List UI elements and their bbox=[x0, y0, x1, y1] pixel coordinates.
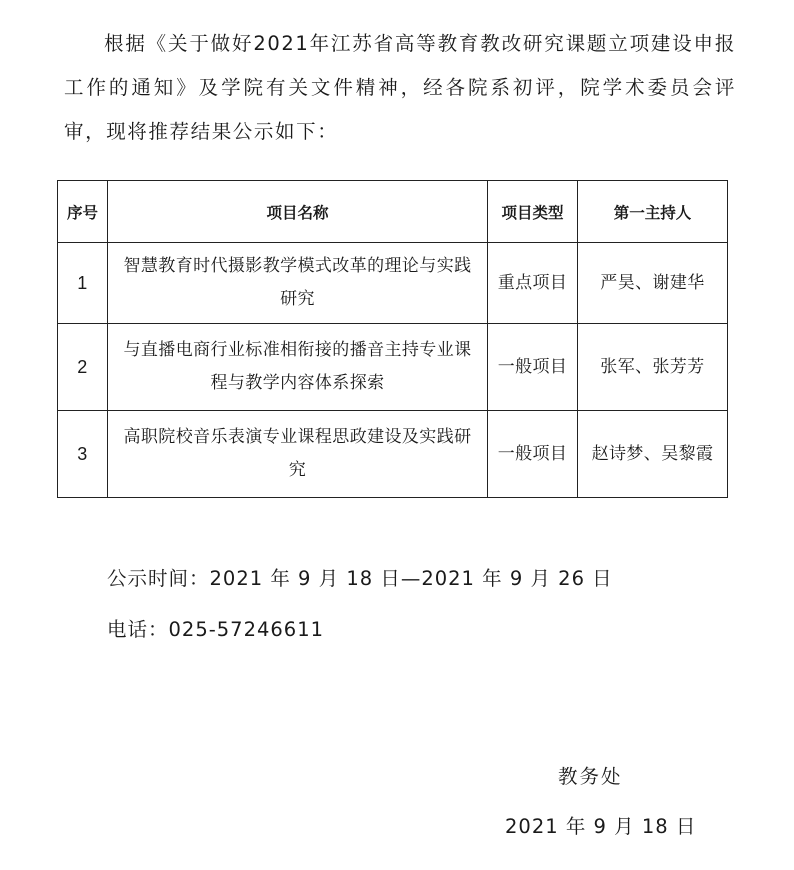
row-type: 一般项目 bbox=[488, 324, 578, 411]
row-no: 1 bbox=[58, 243, 108, 324]
row-name: 智慧教育时代摄影教学模式改革的理论与实践研究 bbox=[108, 243, 488, 324]
row-type: 一般项目 bbox=[488, 411, 578, 498]
row-host: 严昊、谢建华 bbox=[578, 243, 728, 324]
table-row bbox=[58, 324, 728, 411]
header-host: 第一主持人 bbox=[578, 181, 728, 243]
row-host: 张军、张芳芳 bbox=[578, 324, 728, 411]
row-name: 与直播电商行业标准相衔接的播音主持专业课程与教学内容体系探索 bbox=[108, 324, 488, 411]
notice-phone: 电话：025-57246611 bbox=[107, 618, 325, 641]
table-row bbox=[58, 411, 728, 498]
header-no: 序号 bbox=[58, 181, 108, 243]
notice-time: 公示时间：2021 年 9 月 18 日—2021 年 9 月 26 日 bbox=[107, 567, 613, 590]
table-row bbox=[58, 243, 728, 324]
row-name: 高职院校音乐表演专业课程思政建设及实践研究 bbox=[108, 411, 488, 498]
signature-department: 教务处 bbox=[558, 765, 623, 788]
row-no: 3 bbox=[58, 411, 108, 498]
results-table bbox=[57, 180, 728, 498]
row-no: 2 bbox=[58, 324, 108, 411]
row-host: 赵诗梦、吴黎霞 bbox=[578, 411, 728, 498]
signature-date: 2021 年 9 月 18 日 bbox=[505, 815, 697, 838]
header-name: 项目名称 bbox=[108, 181, 488, 243]
table-header-row bbox=[58, 181, 728, 243]
header-type: 项目类型 bbox=[488, 181, 578, 243]
intro-paragraph: 根据《关于做好2021年江苏省高等教育教改研究课题立项建设申报工作的通知》及学院有关文件精神，经各院系初评，院学术委员会评审，现将推荐结果公示如下： bbox=[64, 32, 736, 143]
row-type: 重点项目 bbox=[488, 243, 578, 324]
